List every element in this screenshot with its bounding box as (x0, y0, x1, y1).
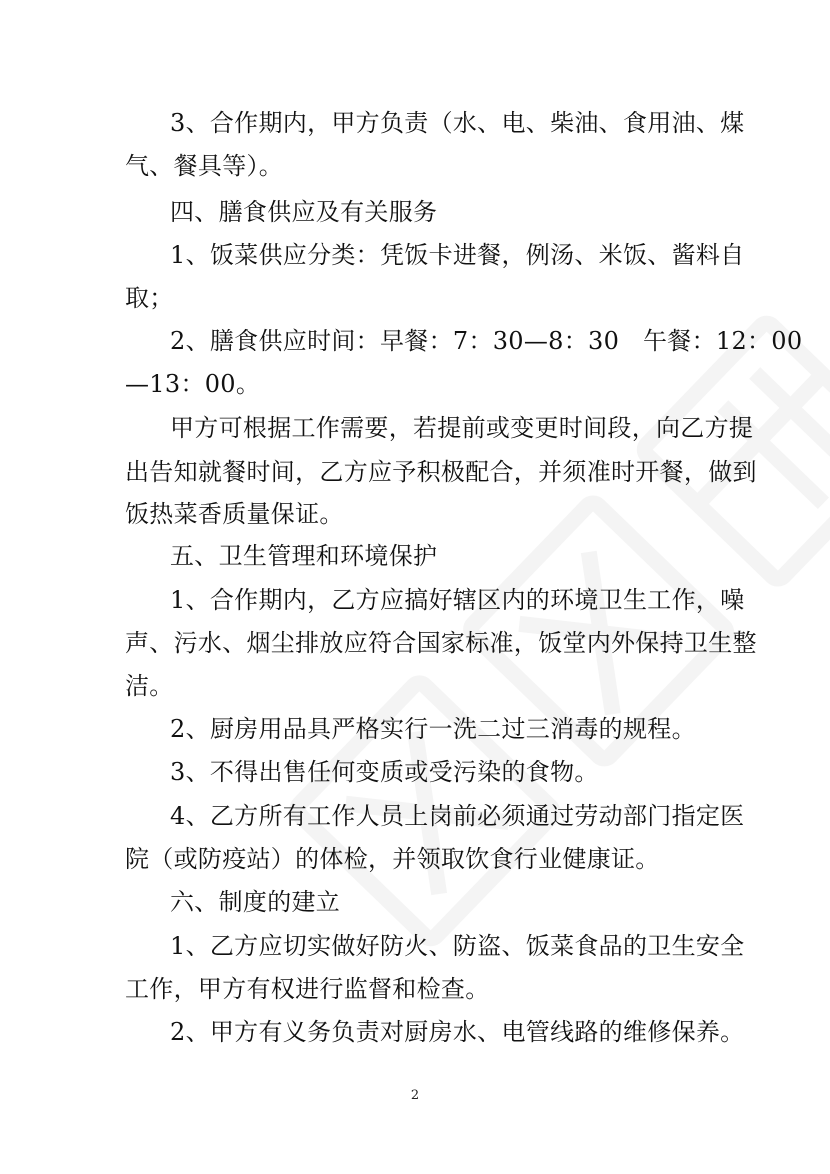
meal-time-line: 2、膳食供应时间：早餐：7：30—8：30 午餐：12：00 (170, 327, 803, 355)
paragraph-line-12: 1、合作期内，乙方应搞好辖区内的环境卫生工作，噪 (170, 586, 745, 614)
paragraph-line-20: 1、乙方应切实做好防火、防盗、饭菜食品的卫生安全 (170, 932, 745, 960)
paragraph-line-21: 工作，甲方有权进行监督和检查。 (125, 975, 490, 1003)
meal-time-end: —13：00。 (125, 370, 261, 398)
paragraph-line-8: 甲方可根据工作需要，若提前或变更时间段，向乙方提 (170, 414, 754, 442)
paragraph-line-16: 3、不得出售任何变质或受污染的食物。 (170, 758, 599, 786)
paragraph-line-9: 出告知就餐时间，乙方应予积极配合，并须准时开餐，做到 (125, 458, 757, 486)
paragraph-line-2: 气、餐具等）。 (125, 152, 284, 180)
paragraph-line-4: 1、饭菜供应分类：凭饭卡进餐，例汤、米饭、酱料自 (170, 241, 745, 269)
paragraph-line-14: 洁。 (125, 672, 174, 700)
paragraph-line-5: 取； (125, 284, 174, 312)
paragraph-line-13: 声、污水、烟尘排放应符合国家标准，饭堂内外保持卫生整 (125, 629, 757, 657)
paragraph-line-17: 4、乙方所有工作人员上岗前必须通过劳动部门指定医 (170, 802, 745, 830)
page-number: 2 (410, 1088, 420, 1103)
section-heading-6: 六、制度的建立 (170, 888, 341, 916)
paragraph-line-22: 2、甲方有义务负责对厨房水、电管线路的维修保养。 (170, 1018, 745, 1046)
paragraph-line-1: 3、合作期内，甲方负责（水、电、柴油、食用油、煤 (170, 109, 745, 137)
section-heading-5: 五、卫生管理和环境保护 (170, 542, 438, 570)
section-heading-4: 四、膳食供应及有关服务 (170, 198, 438, 226)
paragraph-line-10: 饭热菜香质量保证。 (125, 500, 344, 528)
paragraph-line-18: 院（或防疫站）的体检，并领取饮食行业健康证。 (125, 845, 660, 873)
paragraph-line-15: 2、厨房用品具严格实行一洗二过三消毒的规程。 (170, 715, 696, 743)
